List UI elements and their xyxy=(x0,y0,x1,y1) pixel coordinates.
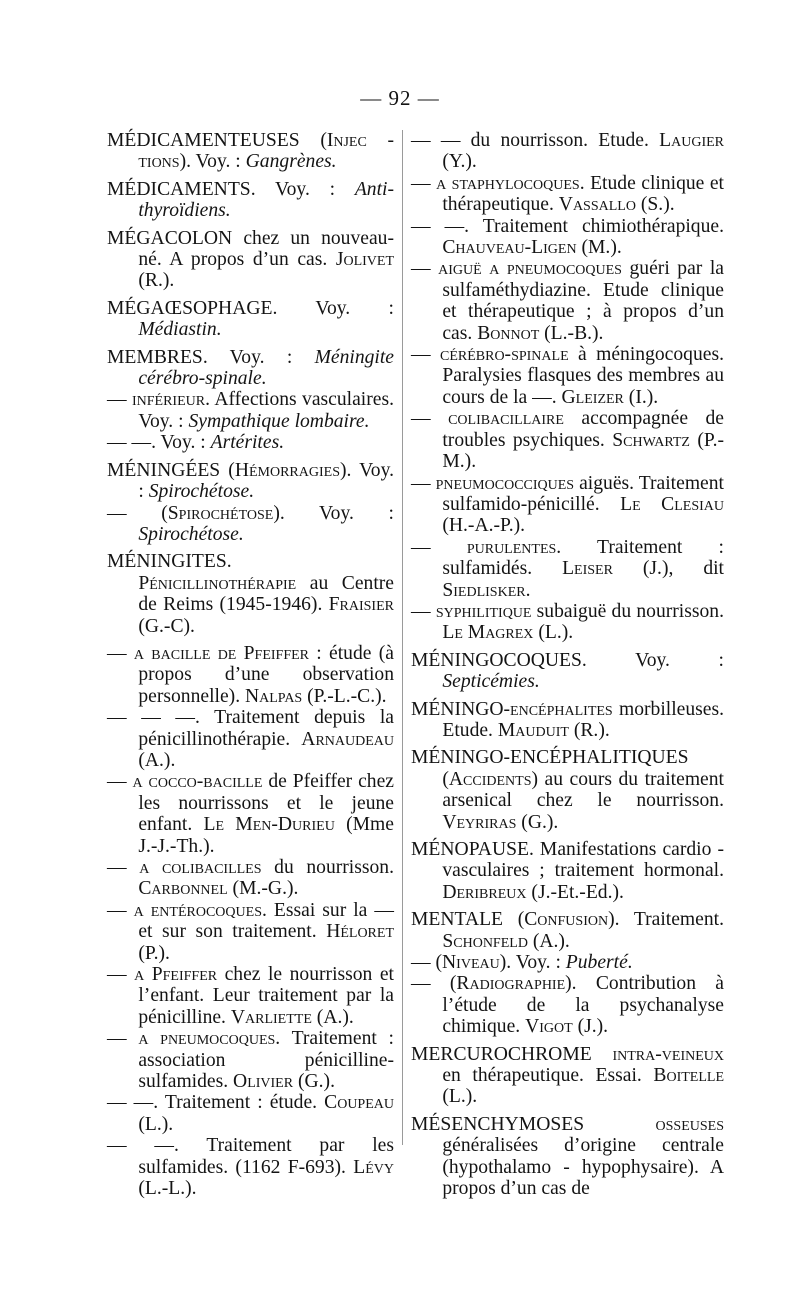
index-entry xyxy=(411,216,724,259)
index-entry xyxy=(107,707,394,771)
index-entry xyxy=(107,179,394,222)
entry-text: au Centre de Reims (1945-1946). xyxy=(138,572,394,616)
index-entry xyxy=(411,973,724,1037)
italic-reference: Spirochétose. xyxy=(148,481,255,503)
small-caps-text: Leiser xyxy=(562,558,613,580)
small-caps-text: a pneumocoques xyxy=(138,1028,276,1050)
small-caps-text: Le Magrex xyxy=(442,622,534,644)
index-entry xyxy=(107,551,394,637)
small-caps-text: Mauduit xyxy=(497,719,569,741)
small-caps-text: Héloret xyxy=(326,921,394,943)
small-caps-text: Hémorragies xyxy=(234,459,340,481)
small-caps-text: Vigot xyxy=(525,1016,573,1038)
small-caps-text: a staphylocoques xyxy=(436,172,580,194)
entry-text: MÉSENCHYMOSES xyxy=(411,1113,656,1135)
entry-text: — xyxy=(107,389,132,411)
small-caps-text: cérébro-spinale xyxy=(439,344,569,366)
entry-text: — xyxy=(411,600,436,622)
index-entry xyxy=(411,1114,724,1200)
entry-text: : étude (à propos d’une observation personnelle). xyxy=(138,642,394,707)
index-entry xyxy=(411,173,724,216)
entry-text: (A.). xyxy=(138,749,176,771)
small-caps-text: Lévy xyxy=(353,1156,394,1178)
entry-text: subaiguë du nourrisson. xyxy=(531,600,724,622)
entry-text: (L.-L.). xyxy=(138,1178,197,1200)
index-entry xyxy=(411,344,724,408)
entry-text: (L.). xyxy=(138,1113,174,1135)
entry-text: — ( xyxy=(411,973,457,995)
small-caps-text: Schonfeld xyxy=(442,930,528,952)
entry-text: . Etude clinique et thérapeutique. xyxy=(442,172,724,216)
entry-text: ). Contribution à l’étude de la psychanalyse chimique. xyxy=(442,973,724,1038)
entry-text: MÉNOPAUSE. Manifestations cardio - vasculaires ; traitement hormonal. xyxy=(411,839,724,882)
small-caps-text: Olivier xyxy=(233,1071,294,1093)
entry-text: MÉNINGITES. xyxy=(107,551,232,573)
index-entry xyxy=(411,909,724,952)
small-caps-text: purulentes xyxy=(466,536,557,558)
page-number: — 92 — xyxy=(360,86,440,110)
index-entry xyxy=(107,964,394,1028)
entry-text: MÉNINGOCOQUES. Voy. : xyxy=(411,649,724,671)
entry-text: à méningocoques. Paralysies flasques des membres au cours de la —. xyxy=(442,344,724,408)
entry-text: — xyxy=(107,642,134,664)
entry-text: . Affections vasculaires. Voy. : xyxy=(138,389,394,432)
small-caps-text: Carbonnel xyxy=(138,878,228,900)
entry-text: — xyxy=(107,1028,139,1050)
italic-reference: Médiastin. xyxy=(138,319,222,341)
entry-text: — xyxy=(107,964,135,986)
entry-text: de Pfeiffer chez les nourrissons et le jeune enfant. xyxy=(138,771,394,836)
entry-text: — xyxy=(411,258,439,280)
small-caps-text: Veyriras xyxy=(442,811,517,833)
entry-text: (L.). xyxy=(533,622,574,644)
entry-text: — xyxy=(411,172,437,194)
small-caps-text: Boitelle xyxy=(653,1065,724,1087)
small-caps-text: pneumococciques xyxy=(435,472,575,494)
entry-text: généralisées d’origine centrale (hypothalamo - hypophysaire). A propos d’un cas de xyxy=(442,1135,724,1200)
italic-reference: Septicémies. xyxy=(442,671,540,693)
entry-text: MÉGAŒSOPHAGE. Voy. : xyxy=(107,297,394,319)
entry-text: (J.), dit xyxy=(612,558,724,580)
entry-text: — xyxy=(107,899,134,921)
small-caps-text: a entérocoques xyxy=(133,899,262,921)
small-caps-text: Radiographie xyxy=(456,973,566,995)
entry-text: (Mme J.-J.-Th.). xyxy=(138,814,394,857)
entry-text: ). Voy. : xyxy=(499,952,566,974)
index-entry xyxy=(107,857,394,900)
small-caps-text: Le Men-Durieu xyxy=(203,814,335,836)
entry-text: (I.). xyxy=(623,386,659,408)
index-entry xyxy=(107,503,394,546)
entry-text: accompagnée de troubles psychiques. xyxy=(442,408,724,451)
entry-text: chez le nourrisson et l’enfant. Leur traitement par la pénicilline. xyxy=(138,964,394,1028)
italic-reference: Puberté. xyxy=(565,952,633,974)
entry-text: (R.). xyxy=(138,270,175,292)
index-entry xyxy=(107,130,394,173)
small-caps-text: Confusion xyxy=(524,909,609,931)
entry-text: ). Voy. : xyxy=(138,459,395,503)
small-caps-text: Injec - tions xyxy=(138,130,394,173)
small-caps-text: Nalpas xyxy=(245,685,303,707)
entry-text: . xyxy=(525,579,531,601)
entry-text: — xyxy=(411,472,436,494)
small-caps-text: Varliette xyxy=(230,1006,312,1028)
entry-text: MÉNINGO- xyxy=(411,698,511,720)
entry-text: MÉGACOLON chez un nouveau-né. A propos d’un cas. xyxy=(107,227,394,271)
entry-text: (M.-G.). xyxy=(227,878,299,900)
index-entry xyxy=(107,1092,394,1135)
entry-text: guéri par la sulfaméthydiazine. Etude clinique et thérapeutique ; à propos d’un cas. xyxy=(442,258,724,344)
entry-text: (M.). xyxy=(576,237,622,259)
small-caps-text: Deribreux xyxy=(442,881,527,903)
small-caps-text: Coupeau xyxy=(324,1092,394,1114)
index-entry xyxy=(411,258,724,344)
entry-text: MÉDICAMENTEUSES ( xyxy=(107,130,327,151)
entry-text: — xyxy=(411,344,440,366)
small-caps-text: Le Clesiau xyxy=(620,493,724,515)
entry-text: ). Voy. : xyxy=(273,502,394,524)
entry-text: — xyxy=(411,408,449,430)
entry-text: (A.). xyxy=(311,1006,354,1028)
index-entry xyxy=(107,1135,394,1199)
entry-text: (P.). xyxy=(138,942,170,964)
entry-text: (A.). xyxy=(527,930,570,952)
entry-text: — ( xyxy=(107,502,168,524)
index-entry xyxy=(107,389,394,432)
small-caps-text: Vassallo xyxy=(558,194,636,216)
entry-text: MEMBRES. Voy. : xyxy=(107,346,315,368)
entry-text: (G.). xyxy=(293,1071,335,1093)
index-entry xyxy=(411,952,724,973)
entry-text: (J.). xyxy=(572,1016,609,1038)
small-caps-text: Arnaudeau xyxy=(301,728,394,750)
small-caps-text: syphilitique xyxy=(435,600,532,622)
index-entry xyxy=(411,473,724,537)
small-caps-text: Niveau xyxy=(442,952,500,974)
index-entry xyxy=(107,1028,394,1092)
entry-text: — —. Voy. : xyxy=(107,432,211,454)
small-caps-text: Siedlisker xyxy=(442,579,526,601)
italic-reference: Artérites. xyxy=(210,432,285,454)
index-entry xyxy=(411,747,724,833)
index-entry xyxy=(411,839,724,903)
entry-text: MENTALE ( xyxy=(411,909,525,931)
entry-text: . Traitement : association pénicilline-sulfamides. xyxy=(138,1028,394,1093)
small-caps-text: encéphalites xyxy=(510,698,613,720)
small-caps-text: aiguë a pneumocoques xyxy=(438,258,622,280)
small-caps-text: osseuses xyxy=(655,1113,724,1135)
small-caps-text: Fraisier xyxy=(328,594,394,616)
entry-text: — —. Traitement chimiothérapique. xyxy=(411,215,724,237)
entry-text: (L.-B.). xyxy=(539,322,604,344)
entry-text: du nourrisson. xyxy=(261,857,394,878)
small-caps-text: inférieur xyxy=(131,389,206,411)
entry-text: (S.). xyxy=(635,194,675,216)
index-entry xyxy=(411,699,724,742)
index-entry xyxy=(107,460,394,503)
entry-text: — — du nourrisson. Etude. xyxy=(411,130,660,151)
index-entry xyxy=(107,643,394,707)
entry-text: — xyxy=(107,771,133,793)
entry-text: — —. Traitement par les sulfamides. (1162 F-693). xyxy=(107,1135,394,1178)
small-caps-text: colibacillaire xyxy=(448,408,564,430)
entry-text: (P.-M.). xyxy=(442,429,724,473)
small-caps-text: a colibacilles xyxy=(139,857,262,878)
column-divider xyxy=(402,130,403,1145)
entry-text: MÉNINGO-ENCÉPHALITIQUES ( xyxy=(411,747,689,790)
entry-text: ). Traitement. xyxy=(608,909,724,931)
entry-text: — —. Traitement : étude. xyxy=(107,1092,325,1114)
index-column-left xyxy=(107,130,394,1200)
index-entry xyxy=(107,347,394,390)
entry-text: (H.-A.-P.). xyxy=(442,515,526,537)
italic-reference: Sympathique lombaire. xyxy=(188,410,370,432)
index-entry xyxy=(411,650,724,693)
italic-reference: Anti-thyroïdiens. xyxy=(138,178,394,222)
small-caps-text: a bacille de Pfeiffer xyxy=(133,642,310,664)
small-caps-text: Laugier xyxy=(659,130,724,151)
italic-reference: Méningite cérébro-spinale. xyxy=(138,346,394,390)
small-caps-text: Accidents xyxy=(448,768,532,790)
entry-text: aiguës. Traitement sulfamido-pénicillé. xyxy=(442,472,724,515)
index-entry xyxy=(107,298,394,341)
italic-reference: Gangrènes. xyxy=(245,151,337,173)
entry-text: (G.). xyxy=(516,811,559,833)
small-caps-text: intra-veineux xyxy=(612,1043,724,1065)
entry-text: . Traitement : sulfamidés. xyxy=(442,536,724,580)
index-entry xyxy=(107,432,394,453)
index-entry xyxy=(411,408,724,472)
entry-text: (J.-Et.-Ed.). xyxy=(526,881,624,903)
index-entry xyxy=(411,130,724,173)
small-caps-text: Spirochétose xyxy=(167,502,274,524)
small-caps-text: Pénicillinothérapie xyxy=(138,572,297,594)
entry-text: — ( xyxy=(411,952,443,974)
entry-text: — xyxy=(107,857,140,878)
entry-text: MÉDICAMENTS. Voy. : xyxy=(107,178,355,200)
entry-text: MERCUROCHROME xyxy=(411,1043,613,1065)
index-entry xyxy=(411,1044,724,1108)
entry-text: ). Voy. : xyxy=(179,151,246,173)
small-caps-text: Schwartz xyxy=(612,429,690,451)
index-column-right xyxy=(411,130,724,1200)
entry-text: — xyxy=(411,536,467,558)
entry-text: (G.-C). xyxy=(138,615,195,637)
entry-text: en thérapeutique. Essai. xyxy=(442,1065,654,1087)
entry-text: (L.). xyxy=(442,1086,478,1108)
small-caps-text: a Pfeiffer xyxy=(134,964,218,986)
entry-text: — — —. Traitement depuis la pénicillinothérapie. xyxy=(107,707,394,750)
italic-reference: Spirochétose. xyxy=(138,523,244,545)
entry-text: morbilleuses. Etude. xyxy=(442,698,724,741)
entry-text: MÉNINGÉES ( xyxy=(107,459,235,481)
small-caps-text: a cocco-bacille xyxy=(132,771,263,793)
entry-text: (R.). xyxy=(568,719,610,741)
entry-text: (Y.). xyxy=(442,151,477,173)
entry-text: ) au cours du traitement arsenical chez le nourrisson. xyxy=(442,768,724,812)
small-caps-text: Chauveau-Ligen xyxy=(442,237,577,259)
index-entry xyxy=(411,537,724,601)
small-caps-text: Gleizer xyxy=(561,386,624,408)
small-caps-text: Jolivet xyxy=(335,249,394,271)
entry-text: (P.-L.-C.). xyxy=(302,685,387,707)
index-entry xyxy=(107,771,394,857)
index-entry xyxy=(107,228,394,292)
index-entry xyxy=(107,900,394,964)
index-entry xyxy=(411,601,724,644)
small-caps-text: Bonnot xyxy=(477,322,540,344)
entry-text: . Essai sur la — et sur son traitement. xyxy=(138,899,394,943)
